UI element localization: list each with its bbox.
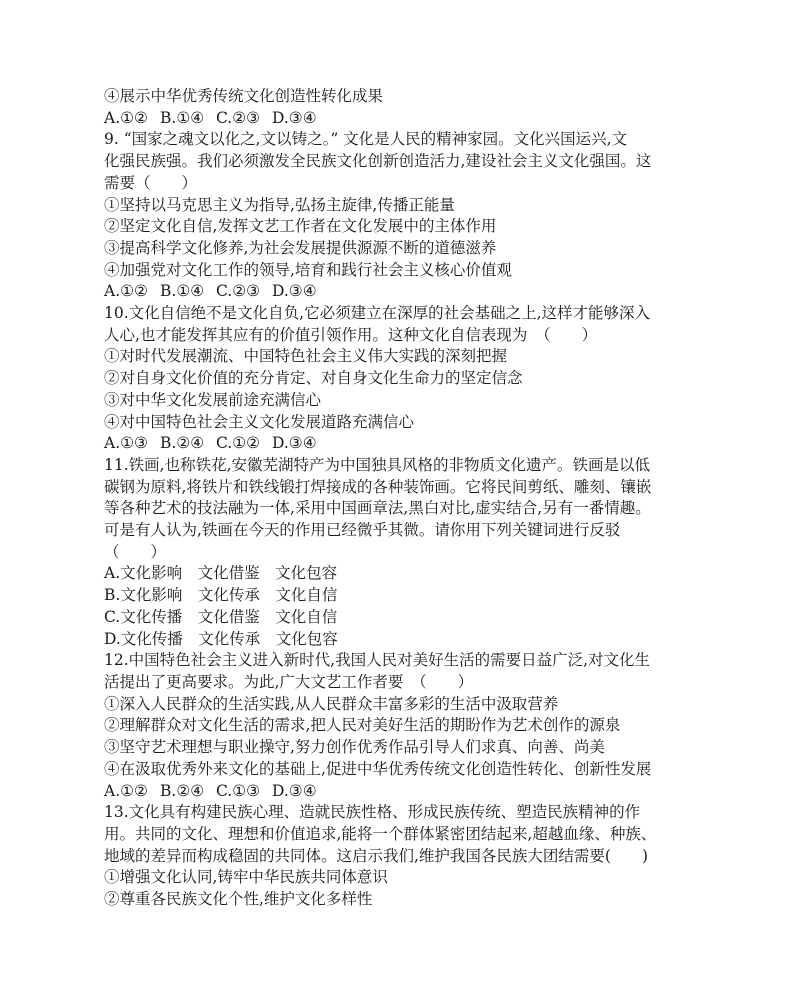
q10-stem-line-2: 人心,也才能发挥其应有的价值引领作用。这种文化自信表现为 （ ）	[104, 325, 598, 344]
q8-option-d[interactable]: D.③④	[272, 108, 317, 127]
q12-option-d[interactable]: D.③④	[272, 781, 317, 800]
q12-stem-line-1: 12.中国特色社会主义进入新时代,我国人民对美好生活的需要日益广泛,对文化生	[104, 651, 651, 670]
q10-item-1: ①对时代发展潮流、中国特色社会主义伟大实践的深刻把握	[104, 347, 508, 366]
q10-option-d[interactable]: D.③④	[272, 434, 317, 453]
q12-option-c[interactable]: C.①③	[216, 781, 261, 800]
q8-item-4: ④展示中华优秀传统文化创造性转化成果	[104, 87, 384, 105]
q9-option-d[interactable]: D.③④	[272, 282, 317, 301]
q10-option-b[interactable]: B.②④	[160, 434, 205, 453]
q11-stem-line-1: 11.铁画,也称铁花,安徽芜湖特产为中国独具风格的非物质文化遗产。铁画是以低	[104, 455, 651, 474]
q9-option-a[interactable]: A.①②	[104, 282, 148, 301]
q9-options	[104, 281, 694, 303]
q9-option-b[interactable]: B.①④	[160, 282, 205, 301]
exam-page	[104, 86, 694, 911]
q13-stem-line-3: 地域的差异而构成稳固的共同体。这启示我们,维护我国各民族大团结需要( )	[104, 846, 649, 865]
q12-option-b[interactable]: B.②④	[160, 781, 205, 800]
q11-stem-line-4: 可是有人认为,铁画在今天的作用已经微乎其微。请你用下列关键词进行反驳	[104, 521, 621, 540]
q12-stem-line-2: 活提出了更高要求。为此,广大文艺工作者要 （ ）	[104, 672, 474, 691]
q12-options	[104, 781, 694, 803]
q10-item-3: ③对中华文化发展前途充满信心	[104, 390, 322, 409]
q13-stem-line-1: 13.文化具有构建民族心理、造就民族性格、形成民族传统、塑造民族精神的作	[104, 803, 641, 822]
q8-options	[104, 108, 694, 130]
q9-stem-line-2: 化强民族强。我们必须激发全民族文化创新创造活力,建设社会主义文化强国。这	[104, 152, 652, 171]
q10-option-a[interactable]: A.①③	[104, 434, 148, 453]
q11-stem-line-3: 等各种艺术的技法融为一体,采用中国画章法,黑白对比,虚实结合,另有一番情趣。	[104, 499, 651, 518]
q10-option-c[interactable]: C.①②	[216, 434, 261, 453]
q9-item-4: ④加强党对文化工作的领导,培育和践行社会主义核心价值观	[104, 260, 512, 279]
q10-item-4: ④对中国特色社会主义文化发展道路充满信心	[104, 412, 415, 431]
q10-stem-line-1: 10.文化自信绝不是文化自负,它必须建立在深厚的社会基础之上,这样才能够深入	[104, 304, 651, 323]
q9-stem-line-1: 9. “国家之魂文以化之,文以铸之。” 文化是人民的精神家园。文化兴国运兴,文	[104, 130, 628, 149]
q11-stem-line-2: 碳钢为原料,将铁片和铁线锻打焊接成的各种装饰画。它将民间剪纸、雕刻、镶嵌	[104, 477, 652, 496]
q10-item-2: ②对自身文化价值的充分肯定、对自身文化生命力的坚定信念	[104, 369, 523, 388]
q11-option-b[interactable]: B.文化影响 文化传承 文化自信	[104, 586, 338, 605]
q12-item-1: ①深入人民群众的生活实践,从人民群众丰富多彩的生活中汲取营养	[104, 694, 559, 713]
q9-item-1: ①坚持以马克思主义为指导,弘扬主旋律,传播正能量	[104, 195, 455, 214]
q12-option-a[interactable]: A.①②	[104, 781, 148, 800]
q13-item-1: ①增强文化认同,铸牢中华民族共同体意识	[104, 868, 388, 887]
q9-item-3: ③提高科学文化修养,为社会发展提供源源不断的道德滋养	[104, 238, 497, 257]
q11-option-c[interactable]: C.文化传播 文化借鉴 文化自信	[104, 607, 338, 626]
q13-stem-line-2: 用。共同的文化、理想和价值追求,能将一个群体紧密团结起来,超越血缘、种族、	[104, 824, 657, 843]
q8-option-c[interactable]: C.②③	[216, 108, 261, 127]
q9-item-2: ②坚定文化自信,发挥文艺工作者在文化发展中的主体作用	[104, 217, 497, 236]
q9-option-c[interactable]: C.②③	[216, 282, 261, 301]
q13-item-2: ②尊重各民族文化个性,维护文化多样性	[104, 890, 373, 909]
q11-option-a[interactable]: A.文化影响 文化借鉴 文化包容	[104, 564, 338, 583]
q12-item-2: ②理解群众对文化生活的需求,把人民对美好生活的期盼作为艺术创作的源泉	[104, 716, 621, 735]
q12-item-4: ④在汲取优秀外来文化的基础上,促进中华优秀传统文化创造性转化、创新性发展	[104, 759, 652, 778]
q9-stem-line-3: 需要（ ）	[104, 173, 198, 192]
q8-option-b[interactable]: B.①④	[160, 108, 205, 127]
q8-option-a[interactable]: A.①②	[104, 108, 148, 127]
q11-option-d[interactable]: D.文化传播 文化传承 文化包容	[104, 629, 338, 648]
q10-options	[104, 433, 694, 455]
q11-stem-line-5: （ ）	[104, 542, 167, 561]
q12-item-3: ③坚守艺术理想与职业操守,努力创作优秀作品引导人们求真、向善、尚美	[104, 738, 605, 757]
